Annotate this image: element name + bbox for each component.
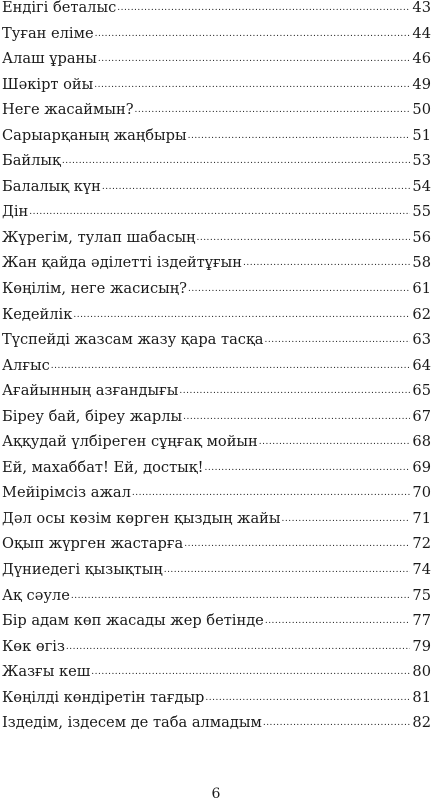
toc-entry (2, 0, 431, 21)
toc-dot-leader (66, 635, 411, 661)
toc-entry (2, 710, 431, 736)
toc-entry-title: Бір адам көп жасады жер бетінде (2, 612, 264, 630)
toc-entry-page: 81 (412, 688, 431, 706)
toc-entry (2, 583, 431, 609)
toc-entry (2, 46, 431, 72)
toc-dot-leader (196, 226, 410, 252)
toc-entry (2, 199, 431, 225)
toc-dot-leader (132, 481, 411, 507)
toc-entry (2, 123, 431, 149)
toc-dot-leader (263, 711, 411, 737)
toc-dot-leader (51, 354, 411, 380)
toc-entry (2, 21, 431, 47)
table-of-contents (2, 0, 431, 736)
toc-dot-leader (188, 277, 410, 303)
toc-dot-leader (91, 660, 410, 686)
toc-entry-title: Алаш ұраны (2, 50, 97, 68)
toc-entry (2, 353, 431, 379)
toc-entry (2, 327, 431, 353)
toc-dot-leader (243, 251, 410, 277)
toc-entry (2, 685, 431, 711)
toc-dot-leader (183, 405, 410, 431)
toc-entry-title: Кедейлік (2, 305, 73, 323)
toc-entry-title: Көк өгіз (2, 637, 65, 655)
toc-entry-title: Балалық күн (2, 177, 101, 195)
toc-entry-title: Ақ сәуле (2, 586, 70, 604)
toc-entry-page: 68 (412, 433, 431, 451)
toc-entry-page: 62 (412, 305, 431, 323)
toc-entry-title: Көңілді көндіретін тағдыр (2, 688, 205, 706)
toc-dot-leader (265, 328, 411, 354)
toc-entry-page: 71 (412, 509, 431, 527)
toc-entry (2, 72, 431, 98)
toc-entry-page: 54 (412, 177, 431, 195)
toc-entry-page: 53 (412, 152, 431, 170)
toc-entry (2, 608, 431, 634)
toc-entry-title: Дүниедегі қызықтың (2, 561, 163, 579)
toc-entry-page: 63 (412, 331, 431, 349)
toc-entry-page: 79 (412, 637, 431, 655)
toc-entry-page: 67 (412, 407, 431, 425)
toc-entry (2, 404, 431, 430)
toc-entry-title: Жан қайда әділетті іздейтұғын (2, 254, 242, 272)
toc-entry-title: Іздедім, іздесем де таба алмадым (2, 714, 262, 732)
toc-dot-leader (98, 47, 411, 73)
toc-entry-title: Неге жасаймын? (2, 101, 134, 119)
toc-entry (2, 174, 431, 200)
toc-dot-leader (188, 124, 411, 150)
toc-entry (2, 250, 431, 276)
toc-entry-page: 58 (412, 254, 431, 272)
toc-dot-leader (164, 558, 411, 584)
toc-dot-leader (117, 0, 410, 22)
toc-entry (2, 506, 431, 532)
toc-entry-title: Ендігі беталыс (2, 0, 117, 16)
toc-entry-title: Сарыарқаның жаңбыры (2, 126, 187, 144)
toc-entry-page: 69 (412, 458, 431, 476)
toc-entry-title: Жүрегім, тулап шабасың (2, 228, 196, 246)
toc-dot-leader (94, 73, 410, 99)
toc-entry-page: 61 (412, 280, 431, 298)
toc-entry-title: Дін (2, 203, 29, 221)
toc-entry (2, 429, 431, 455)
page-number: 6 (211, 786, 221, 802)
toc-dot-leader (205, 456, 411, 482)
toc-entry-title: Ағайынның азғандығы (2, 382, 179, 400)
toc-entry-page: 77 (412, 612, 431, 630)
toc-entry (2, 276, 431, 302)
toc-entry-title: Дәл осы көзім көрген қыздың жайы (2, 509, 281, 527)
toc-dot-leader (265, 609, 411, 635)
toc-dot-leader (29, 200, 410, 226)
toc-entry-page: 55 (412, 203, 431, 221)
toc-entry (2, 97, 431, 123)
toc-entry-title: Мейірімсіз ажал (2, 484, 131, 502)
toc-entry (2, 557, 431, 583)
toc-entry-title: Жазғы кеш (2, 663, 91, 681)
toc-entry-page: 74 (412, 561, 431, 579)
toc-entry-title: Көңілім, неге жасисың? (2, 280, 187, 298)
toc-entry-title: Туған еліме (2, 24, 94, 42)
toc-dot-leader (179, 379, 410, 405)
toc-entry-page: 72 (412, 535, 431, 553)
toc-dot-leader (102, 175, 411, 201)
toc-entry (2, 225, 431, 251)
toc-dot-leader (282, 507, 411, 533)
toc-entry (2, 148, 431, 174)
toc-dot-leader (184, 532, 410, 558)
toc-entry-title: Біреу бай, біреу жарлы (2, 407, 183, 425)
toc-entry (2, 455, 431, 481)
toc-dot-leader (62, 149, 411, 175)
toc-entry-page: 50 (412, 101, 431, 119)
toc-entry-page: 51 (412, 126, 431, 144)
toc-entry-page: 43 (412, 0, 431, 16)
toc-entry-title: Түспейді жазсам жазу қара тасқа (2, 331, 264, 349)
toc-entry-page: 64 (412, 356, 431, 374)
toc-entry (2, 634, 431, 660)
toc-entry-title: Шәкірт ойы (2, 75, 94, 93)
toc-entry (2, 531, 431, 557)
toc-entry (2, 480, 431, 506)
toc-entry-page: 56 (412, 228, 431, 246)
toc-entry-title: Байлық (2, 152, 61, 170)
toc-entry-page: 44 (412, 24, 431, 42)
toc-entry-page: 70 (412, 484, 431, 502)
toc-entry-page: 46 (412, 50, 431, 68)
toc-entry-title: Аққудай үлбіреген сұңғақ мойын (2, 433, 258, 451)
toc-dot-leader (205, 686, 410, 712)
toc-entry-page: 75 (412, 586, 431, 604)
toc-dot-leader (135, 98, 411, 124)
toc-entry-page: 82 (412, 714, 431, 732)
toc-entry-page: 80 (412, 663, 431, 681)
toc-entry-title: Оқып жүрген жастарға (2, 535, 184, 553)
toc-entry-page: 65 (412, 382, 431, 400)
toc-dot-leader (71, 584, 411, 610)
toc-dot-leader (259, 430, 411, 456)
toc-entry-title: Алғыс (2, 356, 50, 374)
toc-entry (2, 659, 431, 685)
toc-dot-leader (95, 22, 411, 48)
toc-entry-page: 49 (412, 75, 431, 93)
toc-entry (2, 378, 431, 404)
toc-entry (2, 302, 431, 328)
toc-dot-leader (73, 303, 410, 329)
toc-entry-title: Ей, махаббат! Ей, достық! (2, 458, 204, 476)
